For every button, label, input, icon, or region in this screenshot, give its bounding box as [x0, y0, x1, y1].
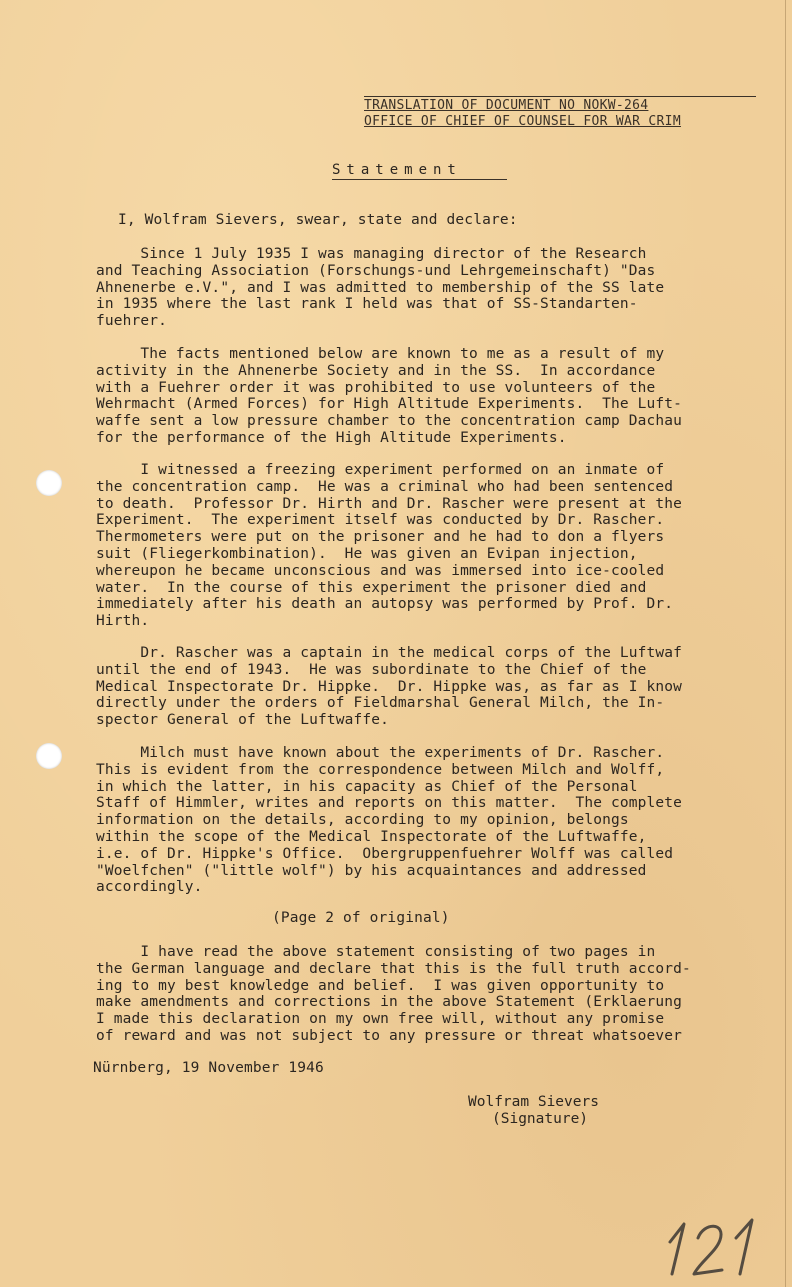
paragraph-line: waffe sent a low pressure chamber to the concentration camp Dachau: [96, 413, 683, 430]
signature-block: [468, 1094, 688, 1128]
paragraph-line: whereupon he became unconscious and was immersed into ice-cooled: [96, 562, 665, 579]
paragraph-line: ing to my best knowledge and belief. I was given opportunity to: [96, 977, 665, 994]
signature-label: (Signature): [492, 1111, 589, 1127]
header-line-1: TRANSLATION OF DOCUMENT NO NOKW-264: [364, 98, 649, 113]
paragraph-line: the concentration camp. He was a criminal who had been sentenced: [96, 478, 674, 495]
paragraph-line: Hirth.: [96, 613, 150, 630]
paragraph-line: activity in the Ahnenerbe Society and in the SS. In accordance: [96, 362, 656, 379]
translation-header: [364, 96, 756, 130]
punch-hole-bottom: [36, 743, 62, 769]
paragraph-line: information on the details, according to my opinion, belongs: [96, 812, 629, 829]
paragraph-line: I made this declaration on my own free will, without any promise: [96, 1011, 665, 1028]
paragraph-line: Thermometers were put on the prisoner and he had to don a flyers: [96, 529, 665, 546]
paragraph-line: i.e. of Dr. Hippke's Office. Obergruppenfuehrer Wolff was called: [96, 845, 674, 862]
paragraph-line: of reward and was not subject to any pressure or threat whatsoever: [96, 1027, 683, 1044]
paragraph-line: directly under the orders of Fieldmarshal General Milch, the In-: [96, 695, 665, 712]
paragraph-line: to death. Professor Dr. Hirth and Dr. Rascher were present at the: [96, 495, 683, 512]
paragraph-line: immediately after his death an autopsy was performed by Prof. Dr.: [96, 596, 674, 613]
header-line-2: OFFICE OF CHIEF OF COUNSEL FOR WAR CRIM: [364, 114, 681, 129]
paragraph-line: the German language and declare that this is the full truth accord-: [96, 960, 691, 977]
paragraph-line: in which the latter, in his capacity as Chief of the Personal: [96, 778, 638, 795]
paragraph-line: for the performance of the High Altitude Experiments.: [96, 429, 567, 446]
paper-edge: [785, 0, 786, 1287]
intro-text: I, Wolfram Sievers, swear, state and declare:: [118, 212, 518, 228]
paragraph-line: "Woelfchen" ("little wolf") by his acquaintances and addressed: [96, 862, 647, 879]
paragraph-line: within the scope of the Medical Inspectorate of the Luftwaffe,: [96, 828, 647, 845]
paragraph-line: Ahnenerbe e.V.", and I was admitted to membership of the SS late: [96, 279, 665, 296]
paragraph-line: Staff of Himmler, writes and reports on this matter. The complete: [96, 795, 683, 812]
paragraph-line: I have read the above statement consisting of two pages in: [96, 944, 656, 960]
dateline: [93, 1060, 393, 1077]
paragraph-line: Medical Inspectorate Dr. Hippke. Dr. Hippke was, as far as I know: [96, 678, 683, 695]
paragraph-5: [96, 745, 756, 896]
header-rule: [364, 96, 756, 97]
paragraph-line: This is evident from the correspondence between Milch and Wolff,: [96, 761, 665, 778]
paragraph-line: in 1935 where the last rank I held was that of SS-Standarten-: [96, 296, 638, 313]
paragraph-line: until the end of 1943. He was subordinate to the Chief of the: [96, 661, 647, 678]
paragraph-2: [96, 346, 756, 447]
paragraph-line: spector General of the Luftwaffe.: [96, 712, 390, 729]
paragraph-line: make amendments and corrections in the above Statement (Erklaerung: [96, 994, 683, 1011]
paragraph-line: Since 1 July 1935 I was managing director of the Research: [96, 246, 647, 262]
handwritten-page-number: [660, 1210, 770, 1280]
paragraph-6: [96, 944, 756, 1045]
dateline-text: Nürnberg, 19 November 1946: [93, 1060, 324, 1076]
paragraph-line: suit (Fliegerkombination). He was given an Evipan injection,: [96, 545, 638, 562]
page-note-text: (Page 2 of original): [272, 910, 450, 926]
paragraph-line: with a Fuehrer order it was prohibited to use volunteers of the: [96, 379, 656, 396]
signature-name: Wolfram Sievers: [468, 1094, 599, 1110]
paragraph-line: The facts mentioned below are known to me as a result of my: [96, 346, 665, 362]
punch-hole-top: [36, 470, 62, 496]
paragraph-line: Wehrmacht (Armed Forces) for High Altitude Experiments. The Luft-: [96, 396, 683, 413]
paragraph-line: water. In the course of this experiment the prisoner died and: [96, 579, 647, 596]
paragraph-line: Experiment. The experiment itself was conducted by Dr. Rascher.: [96, 512, 665, 529]
paragraph-1: [96, 246, 756, 330]
document-title: Statement: [332, 162, 507, 180]
paragraph-line: Dr. Rascher was a captain in the medical corps of the Luftwaf: [96, 645, 683, 661]
page-note: [272, 910, 532, 927]
paragraph-line: and Teaching Association (Forschungs-und Lehrgemeinschaft) "Das: [96, 262, 656, 279]
paragraph-line: accordingly.: [96, 879, 203, 896]
paragraph-line: fuehrer.: [96, 313, 168, 330]
paragraph-4: [96, 645, 756, 729]
paragraph-line: I witnessed a freezing experiment performed on an inmate of: [96, 462, 665, 478]
intro-line: [118, 212, 778, 229]
paragraph-3: [96, 462, 756, 630]
paragraph-line: Milch must have known about the experiments of Dr. Rascher.: [96, 745, 665, 761]
